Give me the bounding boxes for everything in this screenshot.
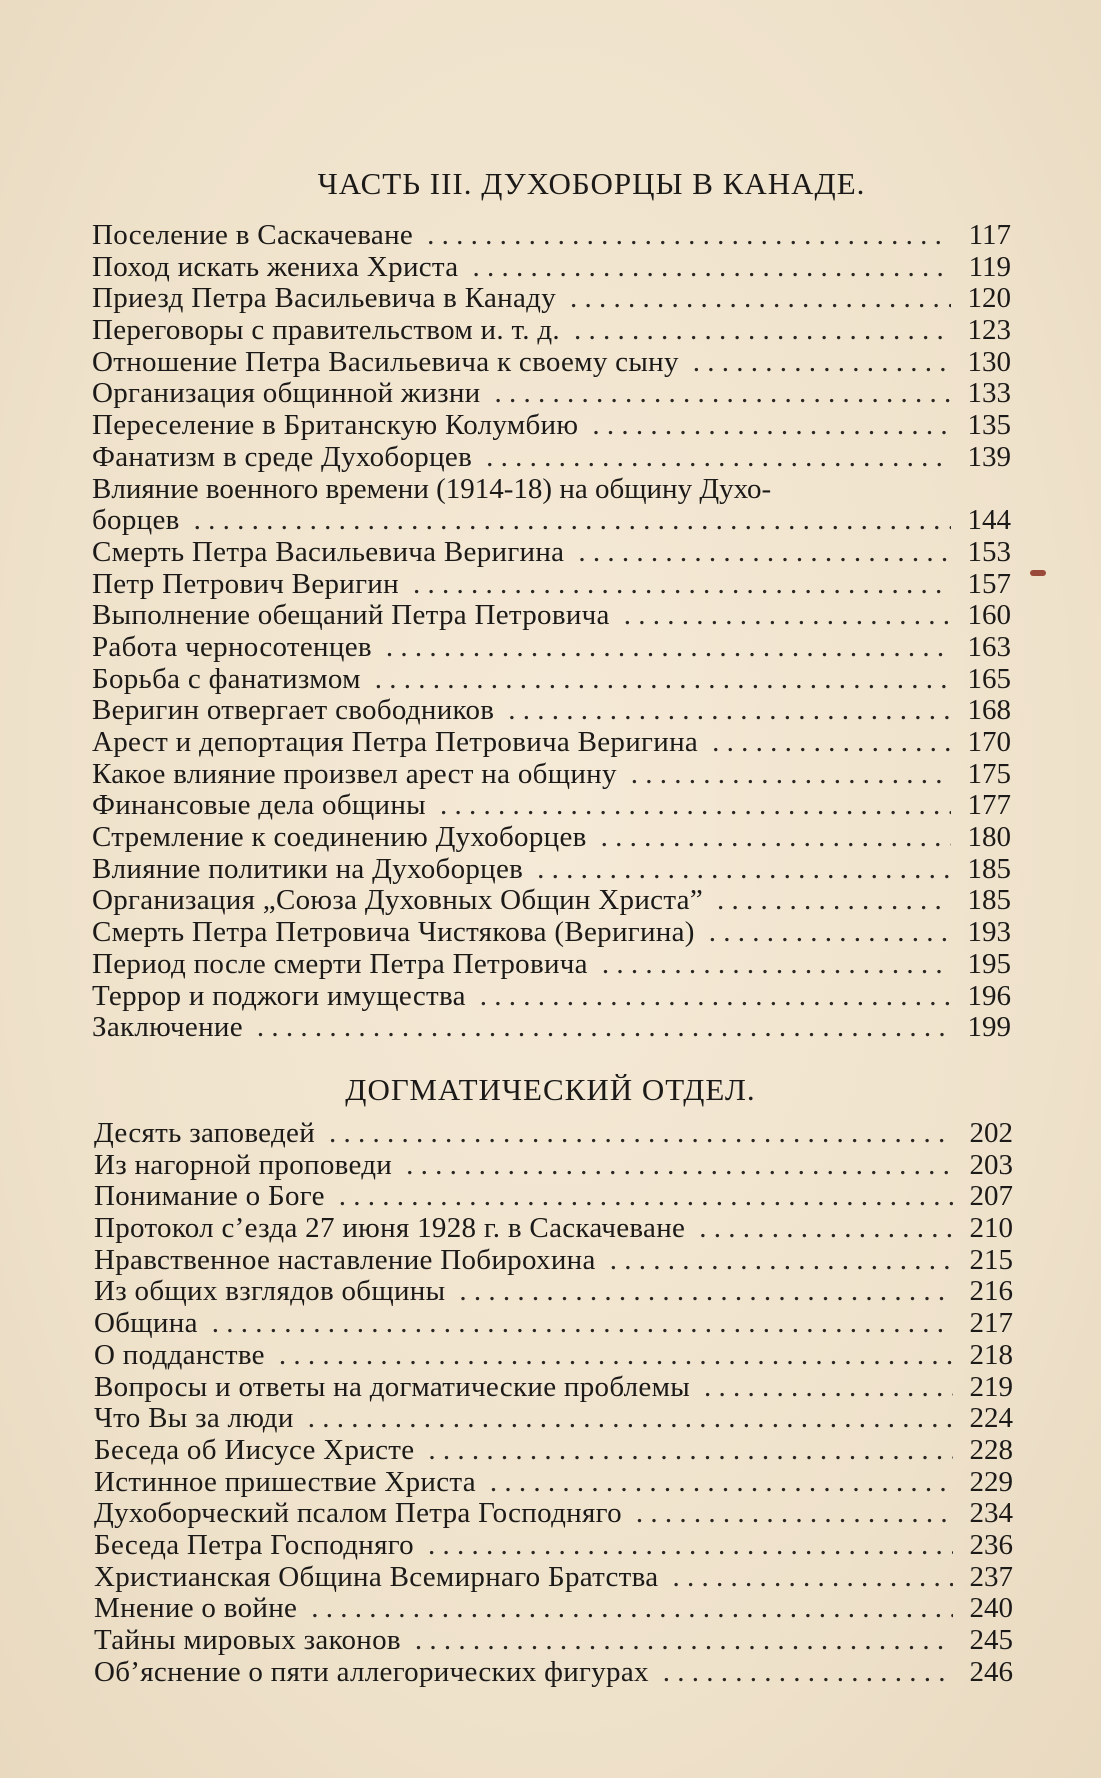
toc-entry-page: 117 [968, 219, 1011, 251]
dot-leader [486, 442, 951, 474]
toc-list-dogmatic [94, 1118, 1013, 1688]
toc-entry-title: Веригин отвергает свободников [92, 694, 495, 727]
dot-leader [375, 664, 951, 696]
toc-entry-page: 228 [969, 1433, 1013, 1466]
toc-entry-page: 199 [967, 1011, 1011, 1044]
toc-entry-page: 210 [969, 1212, 1013, 1245]
toc-entry-title: Нравственное наставление Побирохина [94, 1243, 596, 1276]
toc-entry [92, 347, 1011, 379]
toc-entry-title: Петр Петрович Веригин [92, 567, 399, 600]
toc-entry [92, 1012, 1011, 1044]
toc-entry-title: Смерть Петра Петровича Чистякова (Веригина) [92, 916, 695, 949]
toc-entry-title: Вопросы и ответы на догматические проблемы [94, 1370, 691, 1403]
dot-leader [428, 1530, 953, 1562]
toc-entry-title: Протокол с’езда 27 июня 1928 г. в Саскачеване [94, 1212, 686, 1245]
toc-entry-page: 163 [967, 630, 1011, 663]
dot-leader [570, 283, 951, 315]
toc-entry [94, 1593, 1013, 1625]
dot-leader [427, 220, 951, 252]
toc-entry-title: Понимание о Боге [94, 1180, 325, 1213]
toc-entry-page: 202 [969, 1117, 1013, 1149]
toc-entry [92, 283, 1011, 315]
toc-entry-page: 195 [967, 947, 1011, 980]
dot-leader [257, 1012, 951, 1044]
dot-leader [717, 885, 951, 917]
toc-entry-page: 139 [967, 440, 1011, 473]
dot-leader [459, 1276, 953, 1308]
toc-entry-page: 224 [969, 1402, 1013, 1435]
toc-entry-title: Христианская Община Всемирнаго Братства [94, 1560, 659, 1593]
toc-entry-page: 160 [967, 599, 1011, 632]
toc-entry [92, 727, 1011, 759]
toc-entry-title: Приезд Петра Васильевича в Канаду [92, 282, 557, 315]
toc-entry [94, 1562, 1013, 1594]
dot-leader [699, 1213, 953, 1245]
toc-entry-title: Работа черносотенцев [92, 630, 372, 663]
toc-entry [92, 949, 1011, 981]
toc-entry-page: 153 [967, 535, 1011, 568]
toc-entry-page: 246 [969, 1655, 1013, 1688]
toc-entry-title: Отношение Петра Васильевича к своему сыну [92, 345, 679, 378]
dot-leader [472, 252, 951, 284]
toc-entry-title: О подданстве [94, 1338, 265, 1371]
dot-leader [672, 1562, 953, 1594]
toc-entry-page: 185 [967, 884, 1011, 917]
toc-entry-title: Духоборческий псалом Петра Господняго [94, 1497, 622, 1530]
toc-entry-title: Беседа Петра Господняго [94, 1528, 414, 1561]
toc-entry-title: Из общих взглядов общины [94, 1275, 446, 1308]
toc-entry [92, 854, 1011, 886]
dot-leader [610, 1245, 953, 1277]
toc-entry-title: Мнение о войне [94, 1592, 298, 1625]
dot-leader [574, 315, 951, 347]
toc-entry-page: 237 [969, 1560, 1013, 1593]
toc-entry-title: Смерть Петра Васильевича Веригина [92, 535, 565, 568]
toc-entry-title: Стремление к соединению Духоборцев [92, 821, 587, 854]
dot-leader [428, 1435, 953, 1467]
toc-entry [92, 220, 1011, 252]
toc-entry-page: 130 [967, 345, 1011, 378]
toc-entry-page: 119 [968, 250, 1011, 283]
toc-entry-page: 165 [967, 662, 1011, 695]
paper-mark [1030, 570, 1046, 576]
dot-leader [480, 981, 951, 1013]
toc-entry [92, 664, 1011, 696]
toc-entry-title: Что Вы за люди [94, 1402, 294, 1435]
dot-leader [712, 727, 951, 759]
toc-entry-title: Община [94, 1307, 198, 1340]
dot-leader [406, 1150, 953, 1182]
dot-leader [440, 790, 951, 822]
toc-entry-title: Тайны мировых законов [94, 1624, 401, 1656]
toc-entry-page: 236 [969, 1528, 1013, 1561]
toc-entry [92, 569, 1011, 601]
toc-entry [92, 410, 1011, 442]
toc-entry [92, 252, 1011, 284]
toc-entry-page: 240 [969, 1592, 1013, 1625]
toc-entry-title: Из нагорной проповеди [94, 1148, 393, 1181]
toc-entry-title: Поселение в Саскачеване [92, 219, 414, 251]
toc-entry-page: 144 [967, 504, 1011, 537]
toc-entry [94, 1181, 1013, 1213]
toc-list-part-3 [92, 220, 1011, 1044]
dot-leader [624, 600, 951, 632]
toc-entry [94, 1150, 1013, 1182]
toc-entry-title: Влияние военного времени (1914-18) на общину Духо- [92, 472, 772, 505]
toc-entry-page: 216 [969, 1275, 1013, 1308]
toc-entry [94, 1467, 1013, 1499]
toc-entry-page: 229 [969, 1465, 1013, 1498]
toc-entry [92, 981, 1011, 1013]
dot-leader [494, 378, 951, 410]
toc-entry-page: 123 [967, 314, 1011, 347]
dot-leader [704, 1372, 953, 1404]
toc-entry-title: Переговоры с правительством и. т. д. [92, 314, 560, 347]
toc-entry-title: Террор и поджоги имущества [92, 979, 466, 1012]
toc-entry-page: 196 [967, 979, 1011, 1012]
toc-entry [92, 790, 1011, 822]
toc-entry-page: 219 [969, 1370, 1013, 1403]
toc-entry-title: Борьба с фанатизмом [92, 662, 361, 695]
toc-entry-page: 135 [967, 409, 1011, 442]
dot-leader [311, 1593, 953, 1625]
toc-entry-title: Об’яснение о пяти аллегорических фигурах [94, 1655, 649, 1688]
toc-entry-page: 215 [969, 1243, 1013, 1276]
toc-entry [94, 1372, 1013, 1404]
toc-entry [92, 442, 1011, 474]
toc-entry [94, 1276, 1013, 1308]
toc-entry [92, 632, 1011, 664]
toc-entry [94, 1118, 1013, 1150]
dot-leader [601, 822, 951, 854]
toc-entry-page: 185 [967, 852, 1011, 885]
toc-entry [92, 695, 1011, 727]
dot-leader [415, 1625, 953, 1657]
toc-entry-title: Финансовые дела общины [92, 789, 426, 822]
toc-entry-title: Выполнение обещаний Петра Петровича [92, 599, 610, 632]
toc-entry-page: 177 [967, 789, 1011, 822]
toc-entry-title: Беседа об Иисусе Христе [94, 1433, 415, 1466]
dot-leader [631, 759, 951, 791]
toc-entry-page: 207 [969, 1180, 1013, 1213]
toc-entry-title-continued: борцев [92, 504, 180, 537]
toc-entry [94, 1625, 1013, 1657]
toc-entry-title: Переселение в Британскую Колумбию [92, 409, 579, 442]
toc-entry-page: 193 [967, 916, 1011, 949]
toc-entry [94, 1308, 1013, 1340]
toc-entry-page: 133 [967, 377, 1011, 410]
toc-entry [92, 759, 1011, 791]
toc-entry-page: 217 [969, 1307, 1013, 1340]
toc-entry [92, 315, 1011, 347]
dot-leader [413, 569, 951, 601]
dot-leader [308, 1403, 953, 1435]
toc-entry [94, 1340, 1013, 1372]
toc-entry [94, 1657, 1013, 1689]
dot-leader [537, 854, 951, 886]
toc-entry [92, 885, 1011, 917]
toc-entry [94, 1245, 1013, 1277]
dot-leader [663, 1657, 953, 1689]
toc-entry-title: Арест и депортация Петра Петровича Веригина [92, 726, 699, 759]
toc-entry-title: Организация „Союза Духовных Общин Христа” [92, 884, 704, 917]
toc-entry-page: 180 [967, 821, 1011, 854]
toc-entry [94, 1403, 1013, 1435]
dot-leader [636, 1498, 953, 1530]
toc-entry [92, 600, 1011, 632]
dot-leader [194, 505, 951, 537]
toc-entry-page: 157 [967, 567, 1011, 600]
toc-entry [94, 1435, 1013, 1467]
toc-entry-page: 203 [969, 1148, 1013, 1181]
toc-entry-page: 234 [969, 1497, 1013, 1530]
toc-entry-title: Организация общинной жизни [92, 377, 481, 410]
toc-entry-page: 245 [969, 1624, 1013, 1656]
dot-leader [386, 632, 951, 664]
dot-leader [602, 949, 951, 981]
toc-entry [92, 378, 1011, 410]
dot-leader [592, 410, 951, 442]
toc-entry [92, 537, 1011, 569]
dot-leader [329, 1118, 953, 1150]
toc-entry-title: Десять заповедей [94, 1117, 316, 1149]
toc-entry [94, 1498, 1013, 1530]
toc-entry [92, 474, 1011, 537]
dot-leader [709, 917, 951, 949]
dot-leader [279, 1340, 953, 1372]
dot-leader [490, 1467, 953, 1499]
toc-entry [94, 1213, 1013, 1245]
toc-entry-page: 218 [969, 1338, 1013, 1371]
toc-entry-title: Поход искать жениха Христа [92, 250, 459, 283]
toc-entry-title: Период после смерти Петра Петровича [92, 947, 588, 980]
toc-entry-title: Влияние политики на Духоборцев [92, 852, 524, 885]
dot-leader [339, 1181, 953, 1213]
toc-entry-title: Истинное пришествие Христа [94, 1465, 476, 1498]
dot-leader [508, 695, 951, 727]
section-heading-part-3: ЧАСТЬ III. ДУХОБОРЦЫ В КАНАДЕ. [317, 166, 866, 201]
toc-entry-title: Фанатизм в среде Духоборцев [92, 440, 473, 473]
dot-leader [578, 537, 951, 569]
section-heading-dogmatic: ДОГМАТИЧЕСКИЙ ОТДЕЛ. [345, 1072, 756, 1107]
toc-entry-title: Какое влияние произвел арест на общину [92, 757, 617, 790]
toc-entry-page: 175 [967, 757, 1011, 790]
toc-entry-title: Заключение [92, 1011, 243, 1044]
toc-entry [92, 917, 1011, 949]
dot-leader [212, 1308, 953, 1340]
toc-entry-page: 120 [967, 282, 1011, 315]
toc-entry [92, 822, 1011, 854]
toc-entry-page: 170 [967, 726, 1011, 759]
toc-entry-page: 168 [967, 694, 1011, 727]
toc-entry [94, 1530, 1013, 1562]
dot-leader [693, 347, 951, 379]
